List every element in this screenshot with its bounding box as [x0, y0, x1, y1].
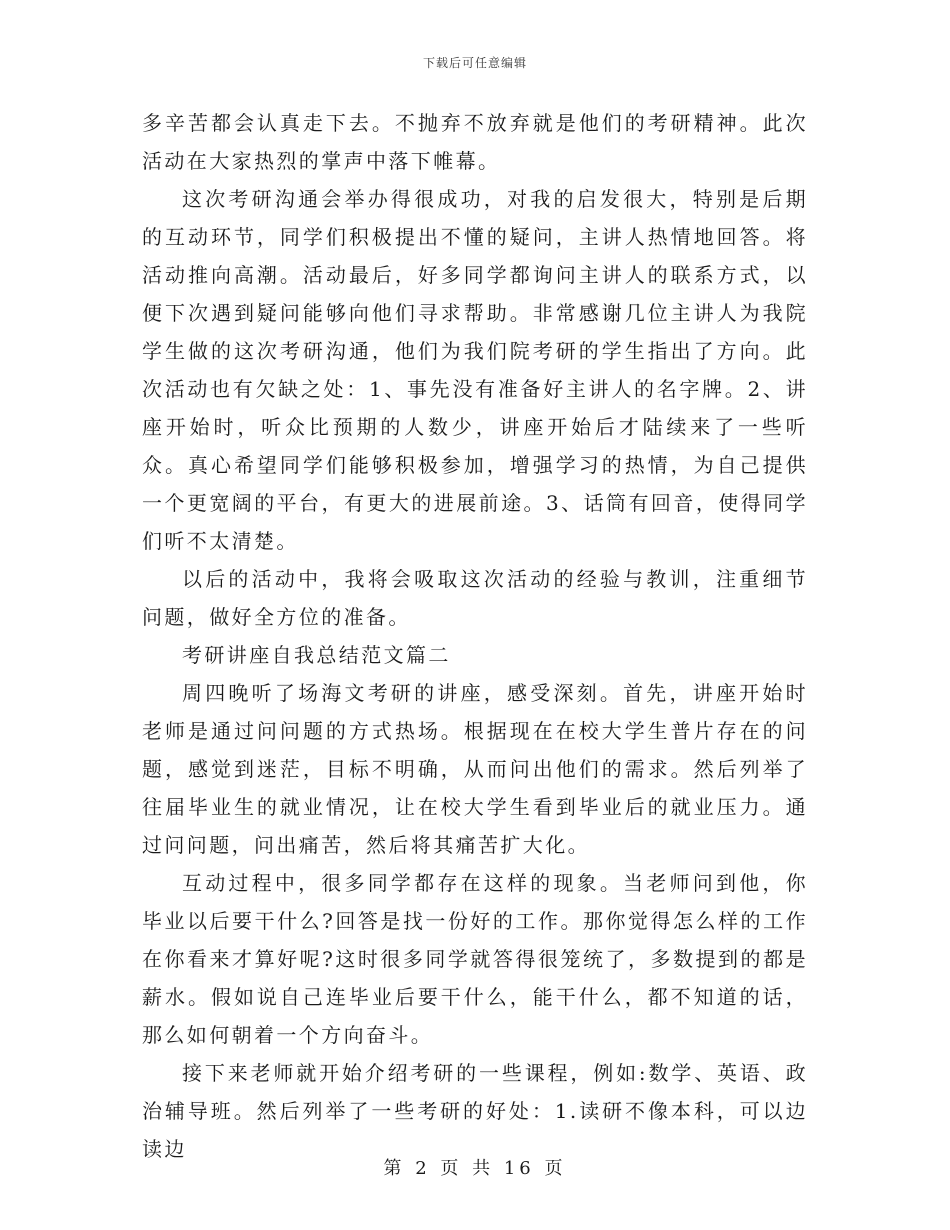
- body-text: [142, 104, 808, 1168]
- header-note: 下载后可任意编辑: [422, 56, 527, 70]
- paragraph: 互动过程中，很多同学都存在这样的现象。当老师问到他，你毕业以后要干什么?回答是找一份好的工作。那你觉得怎么样的工作在你看来才算好呢?这时很多同学就答得很笼统了，多数提到的都是薪水。假如说自己连毕业后要干什么，能干什么，都不知道的话，那么如何朝着一个方向奋斗。: [142, 871, 808, 1047]
- paragraph: 周四晚听了场海文考研的讲座，感受深刻。首先，讲座开始时老师是通过问问题的方式热场。根据现在在校大学生普片存在的问题，感觉到迷茫，目标不明确，从而问出他们的需求。然后列举了往届毕业生的就业情况，让在校大学生看到毕业后的就业压力。通过问问题，问出痛苦，然后将其痛苦扩大化。: [142, 681, 808, 857]
- paragraph: 这次考研沟通会举办得很成功，对我的启发很大，特别是后期的互动环节，同学们积极提出不懂的疑问，主讲人热情地回答。将活动推向高潮。活动最后，好多同学都询问主讲人的联系方式，以便下次遇到疑问能够向他们寻求帮助。非常感谢几位主讲人为我院学生做的这次考研沟通，他们为我们院考研的学生指出了方向。此次活动也有欠缺之处：1、事先没有准备好主讲人的名字牌。2、讲座开始时，听众比预期的人数少，讲座开始后才陆续来了一些听众。真心希望同学们能够积极参加，增强学习的热情，为自己提供一个更宽阔的平台，有更大的进展前途。3、话筒有回音，使得同学们听不太清楚。: [142, 187, 808, 553]
- section-heading: 考研讲座自我总结范文篇二: [182, 643, 451, 667]
- page-number: 第 2 页 共 16 页: [383, 1158, 567, 1179]
- paragraph: 以后的活动中，我将会吸取这次活动的经验与教训，注重细节问题，做好全方位的准备。: [142, 567, 808, 629]
- paragraph: 多辛苦都会认真走下去。不抛弃不放弃就是他们的考研精神。此次活动在大家热烈的掌声中落下帷幕。: [142, 111, 808, 173]
- paragraph: 接下来老师就开始介绍考研的一些课程，例如:数学、英语、政治辅导班。然后列举了一些考研的好处：1.读研不像本科，可以边读边: [142, 1061, 808, 1161]
